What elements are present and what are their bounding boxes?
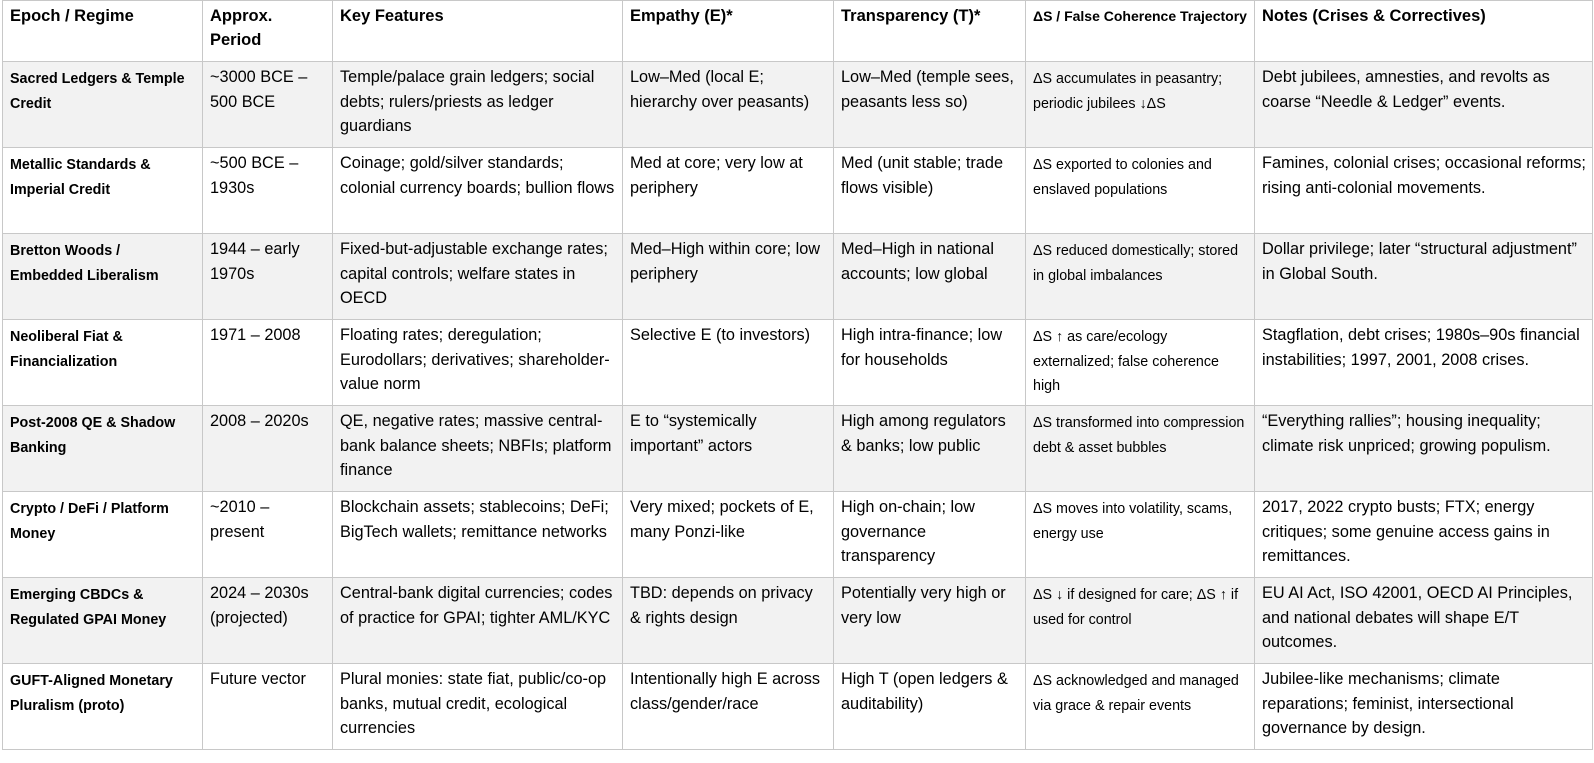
cell-notes: Jubilee-like mechanisms; climate reparations; feminist, intersectional governance by design.	[1255, 664, 1593, 750]
cell-trajectory: ΔS moves into volatility, scams, energy use	[1026, 492, 1255, 578]
cell-empathy: Med at core; very low at periphery	[623, 148, 834, 234]
cell-notes: Debt jubilees, amnesties, and revolts as coarse “Needle & Ledger” events.	[1255, 62, 1593, 148]
cell-period: ~2010 – present	[203, 492, 333, 578]
header-features: Key Features	[333, 1, 623, 62]
cell-period: 2024 – 2030s (projected)	[203, 578, 333, 664]
cell-empathy: Very mixed; pockets of E, many Ponzi-like	[623, 492, 834, 578]
cell-epoch: Emerging CBDCs & Regulated GPAI Money	[3, 578, 203, 664]
header-row	[3, 1, 1593, 62]
cell-trajectory: ΔS acknowledged and managed via grace & repair events	[1026, 664, 1255, 750]
cell-epoch: Post-2008 QE & Shadow Banking	[3, 406, 203, 492]
cell-period: ~500 BCE – 1930s	[203, 148, 333, 234]
cell-notes: “Everything rallies”; housing inequality; climate risk unpriced; growing populism.	[1255, 406, 1593, 492]
cell-features: Fixed-but-adjustable exchange rates; capital controls; welfare states in OECD	[333, 234, 623, 320]
header-notes: Notes (Crises & Correctives)	[1255, 1, 1593, 62]
cell-transparency: High intra-finance; low for households	[834, 320, 1026, 406]
cell-notes: EU AI Act, ISO 42001, OECD AI Principles, and national debates will shape E/T outcomes.	[1255, 578, 1593, 664]
cell-trajectory: ΔS exported to colonies and enslaved populations	[1026, 148, 1255, 234]
cell-epoch: Crypto / DeFi / Platform Money	[3, 492, 203, 578]
cell-period: ~3000 BCE – 500 BCE	[203, 62, 333, 148]
cell-notes: Dollar privilege; later “structural adjustment” in Global South.	[1255, 234, 1593, 320]
cell-empathy: Low–Med (local E; hierarchy over peasants)	[623, 62, 834, 148]
cell-trajectory: ΔS transformed into compression debt & asset bubbles	[1026, 406, 1255, 492]
table-row	[3, 406, 1593, 492]
cell-epoch: Sacred Ledgers & Temple Credit	[3, 62, 203, 148]
table-row	[3, 492, 1593, 578]
cell-notes: Famines, colonial crises; occasional reforms; rising anti-colonial movements.	[1255, 148, 1593, 234]
cell-epoch: Metallic Standards & Imperial Credit	[3, 148, 203, 234]
table-row	[3, 578, 1593, 664]
cell-empathy: Selective E (to investors)	[623, 320, 834, 406]
cell-period: Future vector	[203, 664, 333, 750]
cell-empathy: E to “systemically important” actors	[623, 406, 834, 492]
cell-features: Plural monies: state fiat, public/co-op banks, mutual credit, ecological currencies	[333, 664, 623, 750]
header-empathy: Empathy (E)*	[623, 1, 834, 62]
cell-trajectory: ΔS ↓ if designed for care; ΔS ↑ if used for control	[1026, 578, 1255, 664]
cell-features: Blockchain assets; stablecoins; DeFi; BigTech wallets; remittance networks	[333, 492, 623, 578]
cell-epoch: Neoliberal Fiat & Financialization	[3, 320, 203, 406]
cell-period: 2008 – 2020s	[203, 406, 333, 492]
cell-features: Temple/palace grain ledgers; social debts; rulers/priests as ledger guardians	[333, 62, 623, 148]
cell-transparency: High among regulators & banks; low public	[834, 406, 1026, 492]
cell-period: 1944 – early 1970s	[203, 234, 333, 320]
cell-notes: 2017, 2022 crypto busts; FTX; energy critiques; some genuine access gains in remittances.	[1255, 492, 1593, 578]
cell-transparency: Med–High in national accounts; low global	[834, 234, 1026, 320]
cell-trajectory: ΔS accumulates in peasantry; periodic jubilees ↓ΔS	[1026, 62, 1255, 148]
cell-transparency: Potentially very high or very low	[834, 578, 1026, 664]
cell-features: Central-bank digital currencies; codes of practice for GPAI; tighter AML/KYC	[333, 578, 623, 664]
cell-transparency: High T (open ledgers & auditability)	[834, 664, 1026, 750]
cell-features: Coinage; gold/silver standards; colonial currency boards; bullion flows	[333, 148, 623, 234]
table-row	[3, 234, 1593, 320]
cell-period: 1971 – 2008	[203, 320, 333, 406]
cell-trajectory: ΔS reduced domestically; stored in global imbalances	[1026, 234, 1255, 320]
header-period: Approx. Period	[203, 1, 333, 62]
table-row	[3, 62, 1593, 148]
epoch-regime-table	[2, 0, 1593, 750]
cell-transparency: Med (unit stable; trade flows visible)	[834, 148, 1026, 234]
cell-transparency: High on-chain; low governance transparency	[834, 492, 1026, 578]
cell-notes: Stagflation, debt crises; 1980s–90s financial instabilities; 1997, 2001, 2008 crises.	[1255, 320, 1593, 406]
cell-epoch: GUFT-Aligned Monetary Pluralism (proto)	[3, 664, 203, 750]
header-transparency: Transparency (T)*	[834, 1, 1026, 62]
cell-epoch: Bretton Woods / Embedded Liberalism	[3, 234, 203, 320]
cell-empathy: TBD: depends on privacy & rights design	[623, 578, 834, 664]
cell-features: QE, negative rates; massive central-bank balance sheets; NBFIs; platform finance	[333, 406, 623, 492]
cell-features: Floating rates; deregulation; Eurodollars; derivatives; shareholder-value norm	[333, 320, 623, 406]
table-row	[3, 664, 1593, 750]
table-row	[3, 148, 1593, 234]
table-row	[3, 320, 1593, 406]
cell-empathy: Intentionally high E across class/gender/race	[623, 664, 834, 750]
cell-transparency: Low–Med (temple sees, peasants less so)	[834, 62, 1026, 148]
cell-empathy: Med–High within core; low periphery	[623, 234, 834, 320]
cell-trajectory: ΔS ↑ as care/ecology externalized; false coherence high	[1026, 320, 1255, 406]
header-epoch: Epoch / Regime	[3, 1, 203, 62]
header-trajectory: ΔS / False Coherence Trajectory	[1026, 1, 1255, 62]
